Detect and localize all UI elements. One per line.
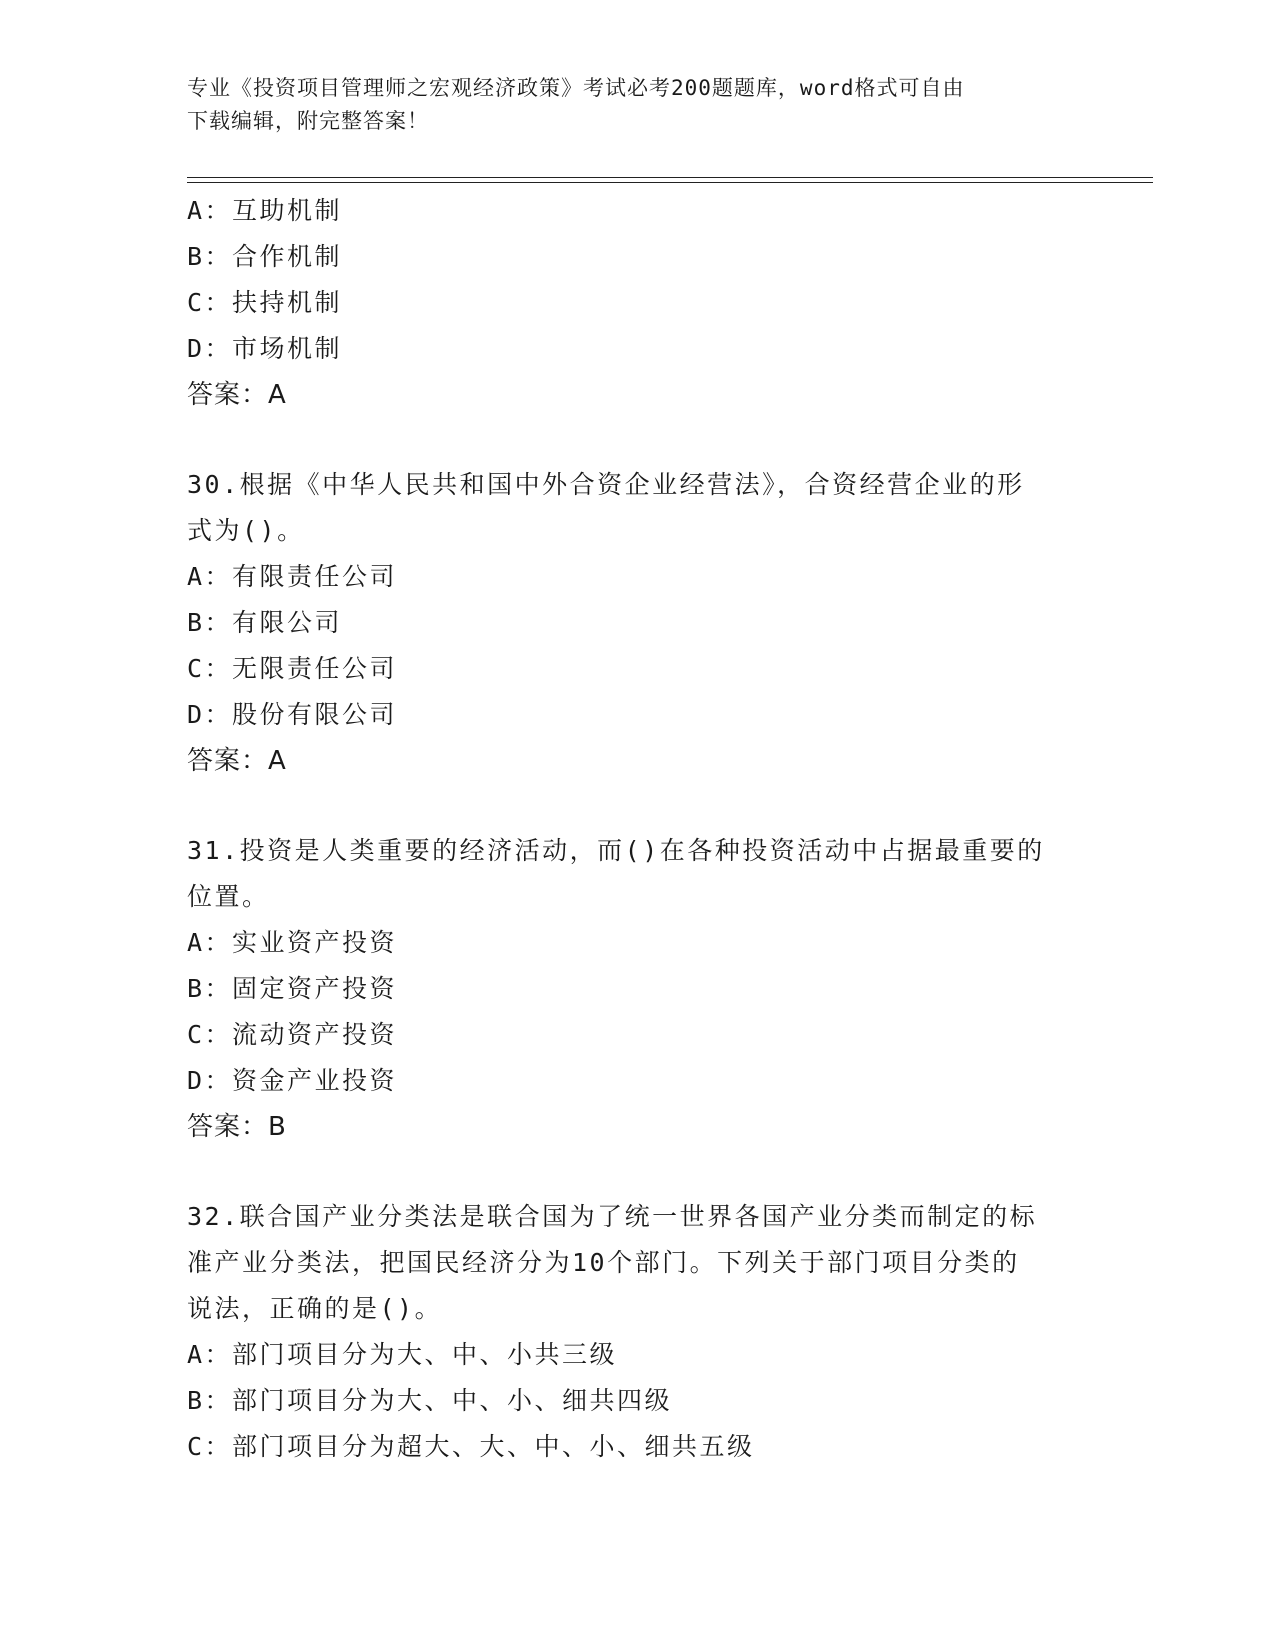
question-content (187, 188, 1067, 1470)
question-32 (187, 1194, 1067, 1470)
question-29 (187, 188, 1067, 418)
option-d: D：资金产业投资 (187, 1066, 398, 1095)
question-stem-line: 说法，正确的是()。 (187, 1294, 443, 1323)
option-d: D：市场机制 (187, 334, 343, 363)
option-b: B：合作机制 (187, 242, 343, 271)
answer: 答案：A (187, 746, 287, 776)
question-stem-line: 30.根据《中华人民共和国中外合资企业经营法》，合资经营企业的形 (187, 470, 1025, 499)
question-stem-line: 32.联合国产业分类法是联合国为了统一世界各国产业分类而制定的标 (187, 1202, 1038, 1231)
option-b: B：部门项目分为大、中、小、细共四级 (187, 1386, 673, 1415)
option-a: A：互助机制 (187, 196, 343, 225)
answer: 答案：A (187, 380, 287, 410)
question-stem-line: 位置。 (187, 882, 270, 911)
option-b: B：固定资产投资 (187, 974, 398, 1003)
option-c: C：流动资产投资 (187, 1020, 398, 1049)
header-line-2: 下载编辑，附完整答案！ (187, 109, 429, 133)
answer: 答案：B (187, 1112, 287, 1142)
question-stem-line: 31.投资是人类重要的经济活动，而()在各种投资活动中占据最重要的 (187, 836, 1045, 865)
header-line-1: 专业《投资项目管理师之宏观经济政策》考试必考200题题库，word格式可自由 (187, 76, 965, 100)
option-b: B：有限公司 (187, 608, 343, 637)
question-30 (187, 462, 1067, 784)
option-c: C：扶持机制 (187, 288, 343, 317)
option-a: A：实业资产投资 (187, 928, 398, 957)
document-header (187, 72, 1067, 138)
question-stem-line: 式为()。 (187, 516, 305, 545)
question-stem-line: 准产业分类法，把国民经济分为10个部门。下列关于部门项目分类的 (187, 1248, 1020, 1277)
header-rule-bottom (187, 182, 1153, 183)
option-a: A：部门项目分为大、中、小共三级 (187, 1340, 618, 1369)
option-a: A：有限责任公司 (187, 562, 398, 591)
option-c: C：部门项目分为超大、大、中、小、细共五级 (187, 1432, 755, 1461)
option-c: C：无限责任公司 (187, 654, 398, 683)
header-rule-top (187, 177, 1153, 178)
option-d: D：股份有限公司 (187, 700, 398, 729)
question-31 (187, 828, 1067, 1150)
